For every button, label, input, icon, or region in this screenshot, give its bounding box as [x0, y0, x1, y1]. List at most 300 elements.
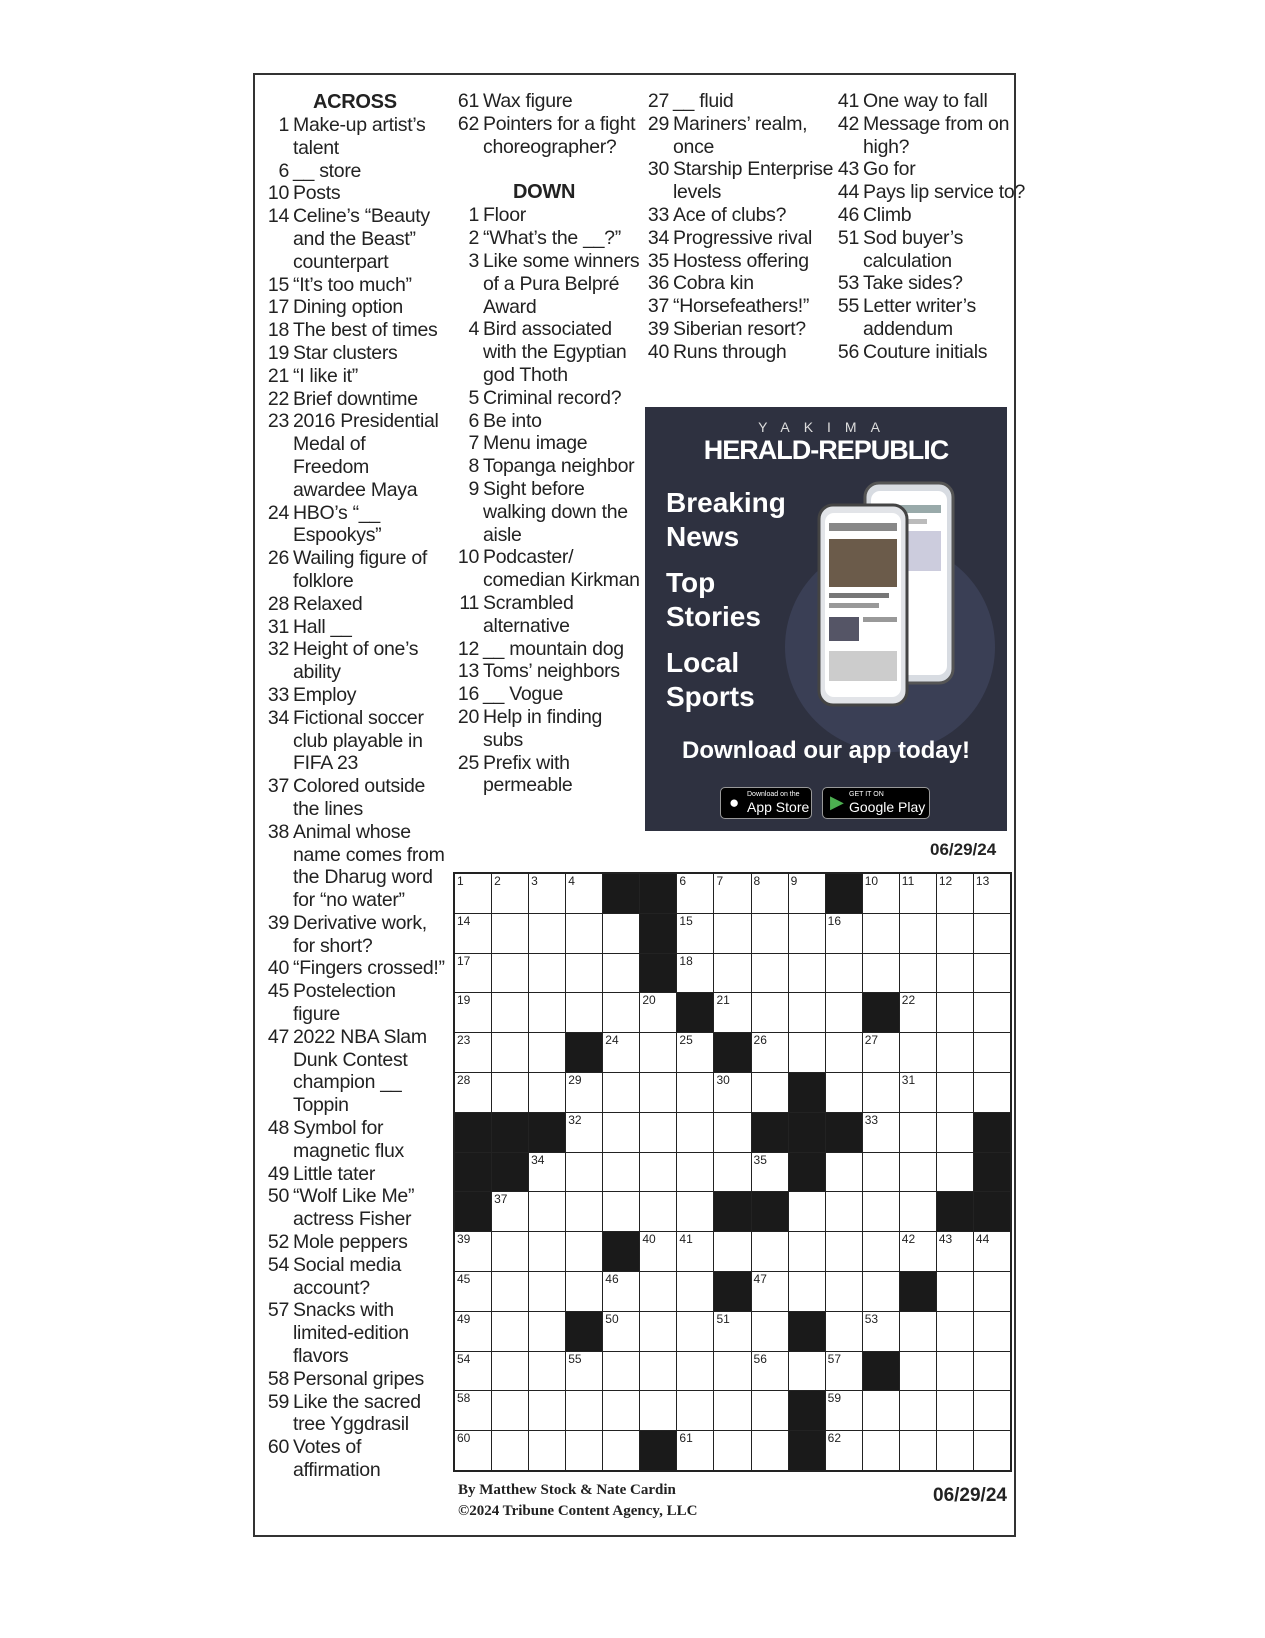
black-square [492, 1153, 528, 1192]
black-square [677, 993, 713, 1032]
grid-cell[interactable] [677, 1352, 713, 1391]
grid-cell[interactable] [492, 1272, 528, 1311]
grid-cell[interactable] [826, 914, 862, 953]
grid-cell[interactable] [640, 1232, 676, 1271]
down-clue [645, 227, 835, 250]
clue-text: Criminal record? [483, 386, 622, 409]
grid-cell[interactable] [566, 1153, 602, 1192]
grid-cell[interactable] [714, 1391, 750, 1430]
grid-cell[interactable] [826, 1272, 862, 1311]
cell-number: 19 [457, 993, 471, 1008]
grid-cell[interactable] [677, 1431, 713, 1470]
grid-cell[interactable] [752, 1391, 788, 1430]
grid-cell[interactable] [752, 914, 788, 953]
clue-number: 18 [267, 319, 289, 342]
grid-cell[interactable] [455, 1352, 491, 1391]
grid-cell[interactable] [455, 914, 491, 953]
cell-number: 1 [457, 874, 464, 888]
grid-cell[interactable] [937, 1431, 973, 1470]
grid-cell[interactable] [937, 1312, 973, 1351]
clue-number: 15 [267, 273, 289, 296]
grid-cell[interactable] [566, 1391, 602, 1430]
grid-cell[interactable] [863, 1431, 899, 1470]
grid-cell[interactable] [603, 1312, 639, 1351]
grid-cell[interactable] [640, 1073, 676, 1112]
grid-cell[interactable] [455, 1312, 491, 1351]
ad-brand-sub: YAKIMA [758, 419, 894, 435]
grid-cell[interactable] [566, 874, 602, 913]
grid-cell[interactable] [789, 914, 825, 953]
grid-cell[interactable] [974, 914, 1010, 953]
grid-cell[interactable] [937, 1391, 973, 1430]
grid-cell[interactable] [752, 1073, 788, 1112]
grid-cell[interactable] [603, 1391, 639, 1430]
down-clue [455, 546, 640, 592]
grid-cell[interactable] [640, 1352, 676, 1391]
down-clue [455, 706, 640, 752]
clue-text: “Wolf Like Me” actress Fisher [293, 1185, 415, 1231]
grid-cell[interactable] [826, 1312, 862, 1351]
grid-cell[interactable] [603, 954, 639, 993]
grid-cell[interactable] [492, 874, 528, 913]
grid-cell[interactable] [900, 1431, 936, 1470]
clue-text: Animal whose name comes from the Dharug word for “no water” [293, 820, 445, 912]
clue-number: 7 [468, 432, 479, 455]
grid-cell[interactable] [752, 954, 788, 993]
grid-cell[interactable] [677, 1232, 713, 1271]
black-square [455, 1153, 491, 1192]
grid-cell[interactable] [714, 1073, 750, 1112]
down-clue [455, 432, 640, 455]
grid-cell[interactable] [789, 954, 825, 993]
across-clue [265, 707, 445, 775]
grid-cell[interactable] [789, 1192, 825, 1231]
across-clue [265, 1163, 445, 1186]
clue-text: HBO’s “__ Espookys” [293, 501, 382, 547]
grid-cell[interactable] [900, 993, 936, 1032]
grid-cell[interactable] [789, 993, 825, 1032]
grid-cell[interactable] [937, 993, 973, 1032]
grid-cell[interactable] [677, 1033, 713, 1072]
clue-text: Postelection figure [293, 980, 396, 1026]
grid-cell[interactable] [937, 1232, 973, 1271]
cell-number: 34 [531, 1152, 545, 1167]
clue-column-4 [835, 90, 1025, 364]
grid-cell[interactable] [900, 1153, 936, 1192]
down-list-b [645, 90, 835, 364]
across-clue [265, 638, 445, 684]
grid-cell[interactable] [974, 874, 1010, 913]
down-clue [835, 204, 1025, 227]
clue-number: 31 [267, 615, 289, 638]
cell-number: 54 [457, 1351, 471, 1366]
grid-cell[interactable] [492, 1431, 528, 1470]
grid-cell[interactable] [863, 1113, 899, 1152]
down-clue [455, 478, 640, 546]
clue-text: __ mountain dog [483, 637, 624, 660]
black-square [603, 874, 639, 913]
grid-cell[interactable] [566, 954, 602, 993]
down-clue [645, 341, 835, 364]
grid-cell[interactable] [529, 954, 565, 993]
clue-text: Scrambled alternative [483, 591, 574, 637]
grid-cell[interactable] [752, 1272, 788, 1311]
clue-number: 44 [837, 181, 859, 204]
grid-cell[interactable] [714, 1153, 750, 1192]
grid-cell[interactable] [826, 1431, 862, 1470]
grid-cell[interactable] [677, 1073, 713, 1112]
black-square [752, 1192, 788, 1231]
grid-cell[interactable] [640, 1312, 676, 1351]
cell-number: 23 [457, 1033, 471, 1048]
grid-cell[interactable] [603, 1113, 639, 1152]
grid-cell[interactable] [826, 954, 862, 993]
grid-cell[interactable] [752, 1352, 788, 1391]
grid-cell[interactable] [529, 1033, 565, 1072]
grid-cell[interactable] [603, 1272, 639, 1311]
grid-cell[interactable] [492, 1352, 528, 1391]
clue-text: Prefix with permeable [483, 751, 573, 797]
black-square [863, 1352, 899, 1391]
grid-cell[interactable] [529, 1153, 565, 1192]
clue-text: Personal gripes [293, 1367, 424, 1390]
grid-cell[interactable] [603, 1153, 639, 1192]
grid-cell[interactable] [937, 1033, 973, 1072]
grid-cell[interactable] [492, 1232, 528, 1271]
black-square [789, 1312, 825, 1351]
grid-cell[interactable] [826, 993, 862, 1032]
grid-cell[interactable] [900, 1312, 936, 1351]
grid-cell[interactable] [937, 954, 973, 993]
grid-cell[interactable] [752, 1153, 788, 1192]
grid-cell[interactable] [603, 1192, 639, 1231]
clue-number: 16 [457, 683, 479, 706]
grid-cell[interactable] [566, 914, 602, 953]
app-store-button[interactable] [720, 787, 812, 819]
grid-cell[interactable] [789, 1232, 825, 1271]
clue-number: 17 [267, 296, 289, 319]
grid-cell[interactable] [640, 1391, 676, 1430]
grid-cell[interactable] [974, 1431, 1010, 1470]
grid-cell[interactable] [492, 1033, 528, 1072]
grid-cell[interactable] [455, 1073, 491, 1112]
grid-cell[interactable] [677, 914, 713, 953]
grid-cell[interactable] [863, 1192, 899, 1231]
grid-cell[interactable] [789, 874, 825, 913]
crossword-grid[interactable] [453, 872, 1012, 1472]
grid-cell[interactable] [863, 954, 899, 993]
ad-line-5: Local [666, 647, 740, 678]
grid-cell[interactable] [566, 993, 602, 1032]
clue-text: Snacks with limited-edition flavors [293, 1299, 409, 1368]
grid-cell[interactable] [974, 1033, 1010, 1072]
grid-cell[interactable] [974, 1352, 1010, 1391]
google-play-small: GET IT ON [849, 791, 884, 798]
grid-cell[interactable] [455, 1033, 491, 1072]
grid-cell[interactable] [863, 914, 899, 953]
grid-cell[interactable] [529, 1272, 565, 1311]
down-clue [455, 660, 640, 683]
grid-cell[interactable] [566, 1073, 602, 1112]
across-clue [265, 410, 445, 501]
grid-cell[interactable] [492, 1312, 528, 1351]
grid-cell[interactable] [974, 1232, 1010, 1271]
grid-cell[interactable] [529, 1192, 565, 1231]
apple-icon: ● [729, 793, 740, 812]
grid-cell[interactable] [603, 993, 639, 1032]
grid-cell[interactable] [937, 1113, 973, 1152]
clue-text: Couture initials [863, 340, 988, 363]
grid-cell[interactable] [863, 1232, 899, 1271]
grid-cell[interactable] [937, 1153, 973, 1192]
grid-cell[interactable] [863, 1033, 899, 1072]
black-square [863, 993, 899, 1032]
grid-cell[interactable] [714, 1232, 750, 1271]
grid-cell[interactable] [529, 1312, 565, 1351]
clue-number: 39 [647, 317, 669, 340]
grid-cell[interactable] [677, 954, 713, 993]
grid-cell[interactable] [677, 1272, 713, 1311]
grid-cell[interactable] [974, 1391, 1010, 1430]
clue-text: Sight before walking down the aisle [483, 477, 628, 546]
clue-text: “What’s the __?” [483, 227, 621, 250]
cell-number: 14 [457, 913, 471, 928]
grid-cell[interactable] [455, 1431, 491, 1470]
grid-cell[interactable] [752, 1312, 788, 1351]
grid-cell[interactable] [529, 1352, 565, 1391]
google-play-button[interactable] [822, 787, 930, 819]
grid-cell[interactable] [566, 1113, 602, 1152]
grid-cell[interactable] [714, 1431, 750, 1470]
across-clue [265, 160, 445, 183]
clue-number: 25 [457, 751, 479, 774]
grid-cell[interactable] [492, 914, 528, 953]
across-list-b [455, 90, 640, 158]
grid-cell[interactable] [900, 1113, 936, 1152]
clue-number: 52 [267, 1231, 289, 1254]
grid-cell[interactable] [900, 1192, 936, 1231]
grid-cell[interactable] [974, 993, 1010, 1032]
grid-cell[interactable] [826, 1192, 862, 1231]
clue-text: __ Vogue [483, 683, 564, 706]
grid-cell[interactable] [714, 1113, 750, 1152]
grid-cell[interactable] [640, 1033, 676, 1072]
grid-cell[interactable] [863, 1391, 899, 1430]
grid-cell[interactable] [863, 1073, 899, 1112]
clue-text: Topanga neighbor [483, 455, 635, 478]
grid-cell[interactable] [826, 1033, 862, 1072]
clue-text: Social media account? [293, 1253, 402, 1299]
grid-cell[interactable] [677, 1391, 713, 1430]
black-square [714, 1192, 750, 1231]
clue-text: Employ [293, 683, 357, 706]
down-clue [455, 752, 640, 798]
grid-cell[interactable] [492, 1192, 528, 1231]
clue-number: 24 [267, 501, 289, 524]
grid-cell[interactable] [714, 954, 750, 993]
grid-cell[interactable] [603, 1431, 639, 1470]
clue-number: 35 [647, 249, 669, 272]
cell-number: 31 [901, 1072, 916, 1087]
down-clue [835, 227, 1025, 273]
grid-cell[interactable] [900, 954, 936, 993]
grid-cell[interactable] [714, 1312, 750, 1351]
grid-cell[interactable] [826, 1232, 862, 1271]
across-clue [265, 593, 445, 616]
grid-cell[interactable] [714, 993, 750, 1032]
grid-cell[interactable] [492, 993, 528, 1032]
clue-text: Sod buyer’s calculation [863, 226, 964, 272]
grid-cell[interactable] [900, 1033, 936, 1072]
grid-cell[interactable] [974, 954, 1010, 993]
grid-cell[interactable] [826, 1391, 862, 1430]
grid-cell[interactable] [529, 874, 565, 913]
clue-text: Podcaster/ comedian Kirkman [483, 546, 640, 592]
grid-cell[interactable] [900, 1232, 936, 1271]
grid-cell[interactable] [529, 1431, 565, 1470]
grid-cell[interactable] [529, 1073, 565, 1112]
grid-cell[interactable] [900, 874, 936, 913]
across-clue [265, 547, 445, 593]
grid-cell[interactable] [937, 1073, 973, 1112]
grid-cell[interactable] [974, 1312, 1010, 1351]
clue-number: 14 [267, 205, 289, 228]
across-header: ACROSS [313, 91, 397, 113]
grid-cell[interactable] [789, 1352, 825, 1391]
grid-cell[interactable] [677, 874, 713, 913]
app-advertisement[interactable] [645, 407, 1007, 831]
grid-cell[interactable] [714, 914, 750, 953]
grid-cell[interactable] [937, 1272, 973, 1311]
cell-number: 20 [642, 993, 656, 1008]
grid-cell[interactable] [677, 1312, 713, 1351]
cell-number: 3 [531, 874, 538, 888]
grid-cell[interactable] [529, 993, 565, 1032]
grid-cell[interactable] [714, 1352, 750, 1391]
grid-cell[interactable] [826, 1153, 862, 1192]
grid-cell[interactable] [640, 993, 676, 1032]
grid-cell[interactable] [603, 1352, 639, 1391]
grid-cell[interactable] [529, 914, 565, 953]
clue-text: Mole peppers [293, 1231, 408, 1254]
grid-cell[interactable] [455, 1232, 491, 1271]
grid-cell[interactable] [492, 1073, 528, 1112]
grid-cell[interactable] [566, 1431, 602, 1470]
grid-cell[interactable] [826, 1073, 862, 1112]
grid-cell[interactable] [455, 954, 491, 993]
cell-number: 43 [938, 1232, 953, 1247]
clue-number: 39 [267, 911, 289, 934]
black-square [455, 1113, 491, 1152]
grid-cell[interactable] [752, 1431, 788, 1470]
grid-cell[interactable] [789, 1033, 825, 1072]
down-header: DOWN [513, 181, 576, 204]
grid-cell[interactable] [529, 1232, 565, 1271]
clue-text: Pointers for a fight choreographer? [483, 112, 636, 158]
clue-number: 23 [267, 410, 289, 433]
grid-cell[interactable] [937, 1352, 973, 1391]
grid-cell[interactable] [566, 1352, 602, 1391]
grid-cell[interactable] [752, 874, 788, 913]
clue-number: 5 [468, 386, 479, 409]
grid-cell[interactable] [863, 874, 899, 913]
down-clue [455, 592, 640, 638]
grid-cell[interactable] [529, 1391, 565, 1430]
grid-cell[interactable] [789, 1272, 825, 1311]
black-square [640, 954, 676, 993]
grid-cell[interactable] [900, 914, 936, 953]
grid-cell[interactable] [752, 1232, 788, 1271]
grid-cell[interactable] [752, 993, 788, 1032]
grid-cell[interactable] [677, 1113, 713, 1152]
across-clue [265, 296, 445, 319]
grid-cell[interactable] [566, 1192, 602, 1231]
grid-cell[interactable] [677, 1192, 713, 1231]
clue-text: Pays lip service to? [863, 181, 1025, 204]
cell-number: 22 [901, 993, 916, 1008]
grid-cell[interactable] [603, 1033, 639, 1072]
clue-text: Cobra kin [673, 272, 754, 295]
grid-cell[interactable] [492, 954, 528, 993]
grid-cell[interactable] [974, 1073, 1010, 1112]
grid-cell[interactable] [455, 1272, 491, 1311]
across-clue [265, 684, 445, 707]
clue-number: 54 [267, 1253, 289, 1276]
cell-number: 32 [568, 1112, 582, 1127]
cell-number: 58 [457, 1391, 471, 1406]
cell-number: 10 [864, 874, 879, 888]
grid-cell[interactable] [603, 1073, 639, 1112]
grid-cell[interactable] [900, 1391, 936, 1430]
grid-cell[interactable] [603, 914, 639, 953]
grid-cell[interactable] [863, 1153, 899, 1192]
grid-cell[interactable] [826, 1352, 862, 1391]
grid-cell[interactable] [640, 1113, 676, 1152]
across-column-1 [265, 90, 445, 1482]
cell-number: 8 [753, 874, 761, 888]
across-clue [265, 1117, 445, 1163]
grid-cell[interactable] [714, 874, 750, 913]
grid-cell[interactable] [900, 1352, 936, 1391]
clue-number: 60 [267, 1436, 289, 1459]
down-list-c [835, 90, 1025, 364]
grid-cell[interactable] [640, 1272, 676, 1311]
clue-number: 56 [837, 340, 859, 363]
grid-cell[interactable] [492, 1391, 528, 1430]
grid-cell[interactable] [863, 1272, 899, 1311]
grid-cell[interactable] [937, 914, 973, 953]
clue-number: 20 [457, 705, 479, 728]
clue-text: Make-up artist’s talent [293, 114, 426, 159]
phone-mockup-icon [815, 475, 965, 715]
grid-cell[interactable] [974, 1272, 1010, 1311]
cell-number: 33 [864, 1112, 879, 1127]
grid-cell[interactable] [640, 1153, 676, 1192]
grid-cell[interactable] [752, 1033, 788, 1072]
grid-cell[interactable] [900, 1073, 936, 1112]
grid-cell[interactable] [455, 1391, 491, 1430]
grid-cell[interactable] [863, 1312, 899, 1351]
grid-cell[interactable] [937, 874, 973, 913]
down-clue [455, 250, 640, 318]
grid-cell[interactable] [455, 993, 491, 1032]
clue-number: 57 [267, 1299, 289, 1322]
grid-cell[interactable] [640, 1192, 676, 1231]
grid-cell[interactable] [455, 874, 491, 913]
grid-cell[interactable] [677, 1153, 713, 1192]
grid-cell[interactable] [566, 1272, 602, 1311]
grid-cell[interactable] [566, 1232, 602, 1271]
